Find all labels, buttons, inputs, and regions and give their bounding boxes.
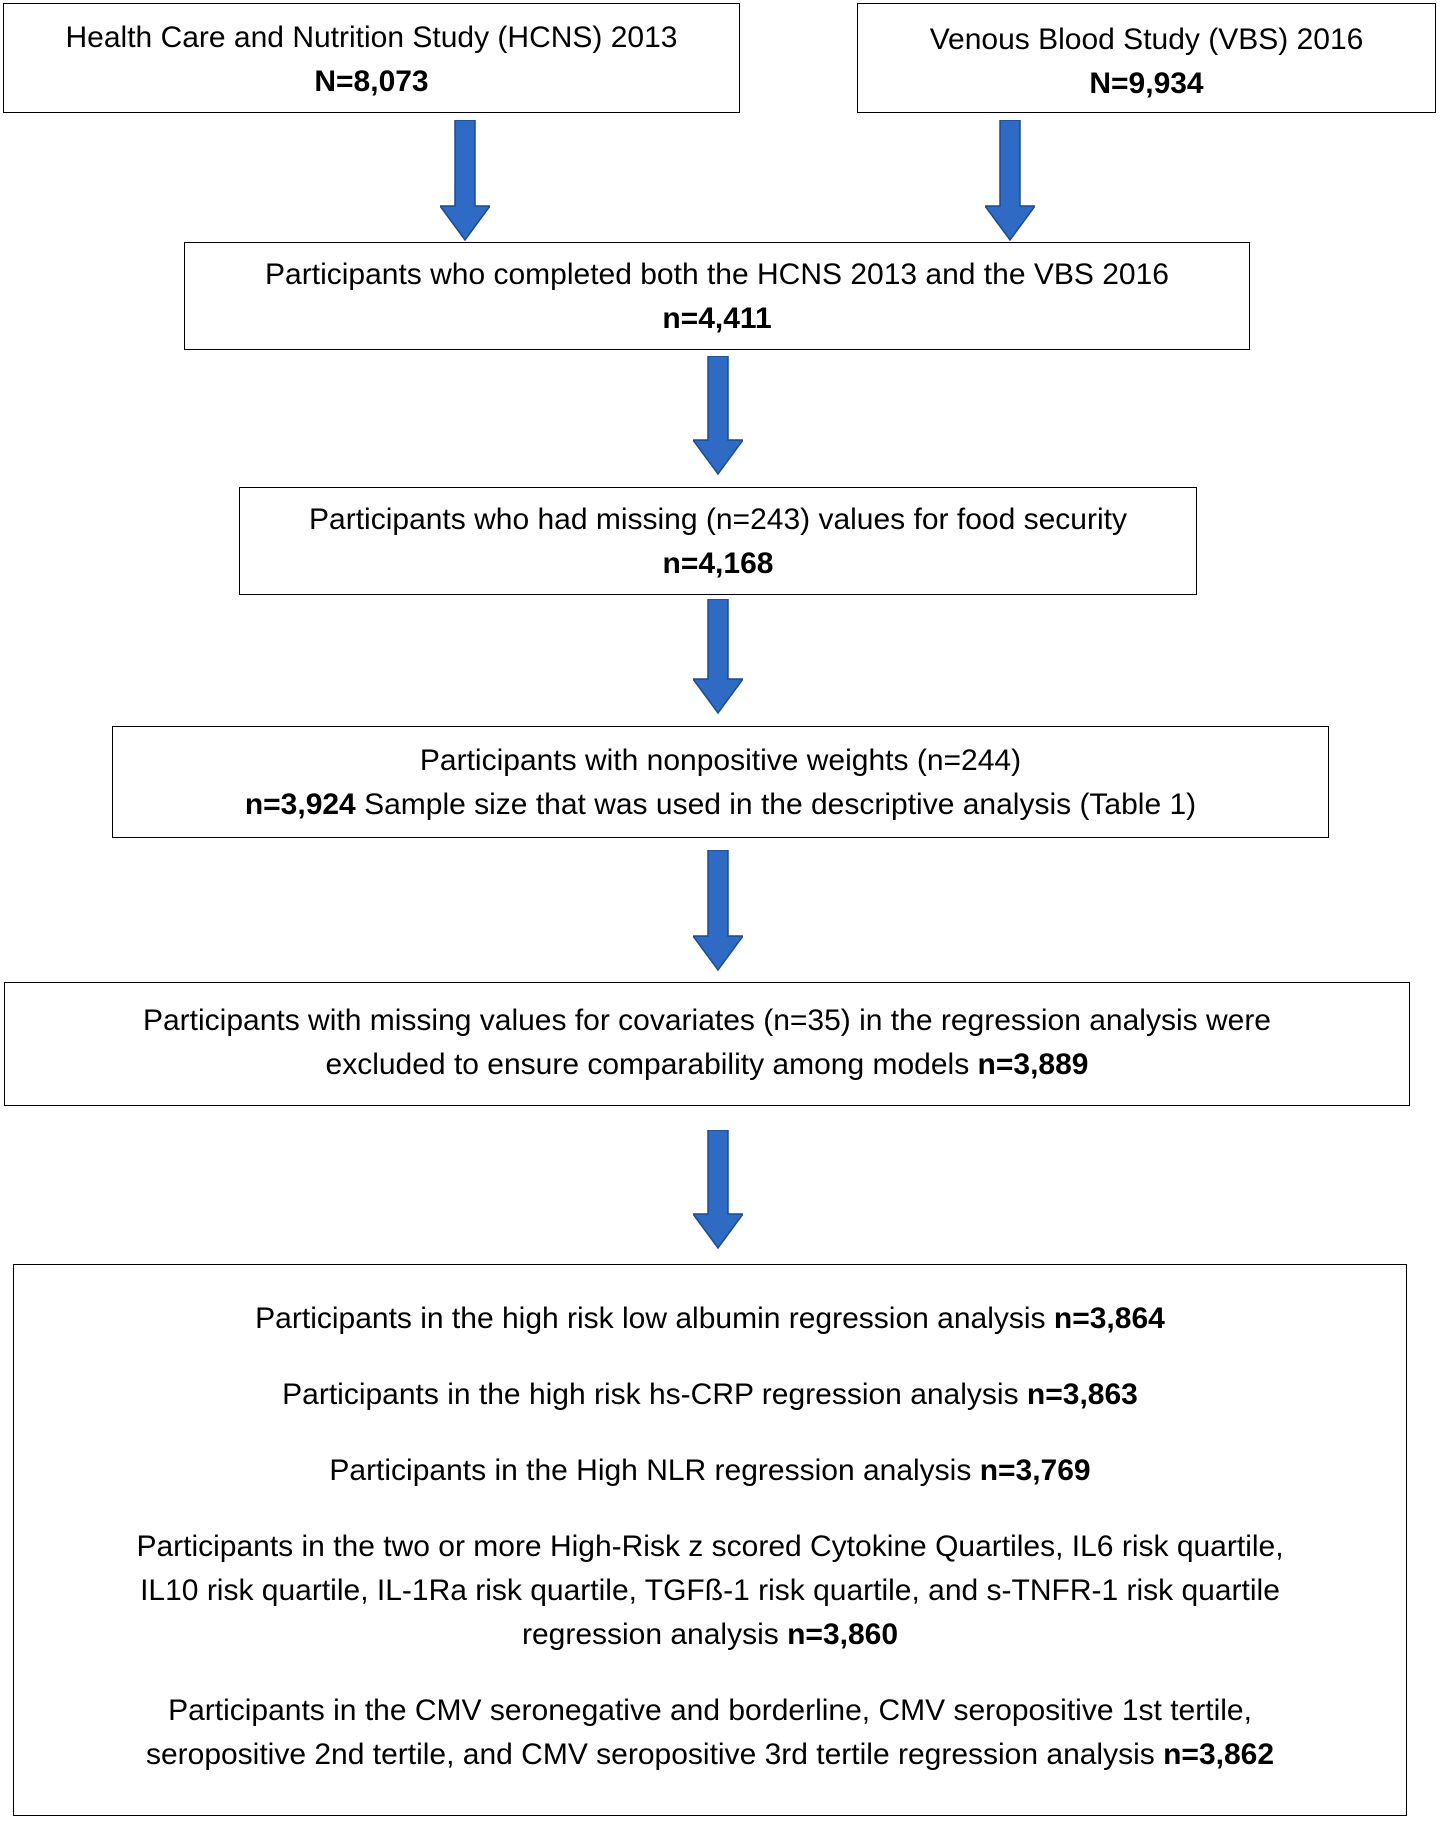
cytokine-line-1: Participants in the two or more High-Risk z scored Cytokine Quartiles, IL6 risk quartile, [136,1530,1284,1563]
cytokine-line-3-text: regression analysis [521,1618,788,1651]
hscrp-line [14,1373,1406,1417]
arrow-down-icon [693,356,743,476]
weights-line [113,783,1328,827]
covariates-line-2 [5,1043,1409,1087]
food-security-box [239,487,1197,595]
cmv-line-2-text: seropositive 2nd tertile, and CMV seropositive 3rd tertile regression analysis [145,1738,1164,1771]
hcns-box [3,3,740,113]
covariates-box [4,982,1410,1106]
vbs-count: N=9,934 [1089,67,1204,100]
hscrp-text: Participants in the high risk hs-CRP regression analysis [282,1378,1027,1411]
covariates-count: n=3,889 [977,1048,1089,1081]
arrow-down-icon [985,120,1035,242]
arrow-down-icon [693,599,743,715]
weights-suffix: Sample size that was used in the descriptive analysis (Table 1) [355,788,1197,821]
albumin-count: n=3,864 [1053,1302,1165,1335]
both-studies-count: n=4,411 [662,302,772,335]
food-security-count: n=4,168 [662,547,774,580]
cytokine-line-2: IL10 risk quartile, IL-1Ra risk quartile, TGFß-1 risk quartile, and s-TNFR-1 risk quartile [140,1574,1280,1607]
hscrp-count: n=3,863 [1026,1378,1138,1411]
weights-title: Participants with nonpositive weights (n=244) [419,744,1022,777]
weights-count: n=3,924 [244,788,356,821]
vbs-box [857,3,1436,113]
albumin-text: Participants in the high risk low albumin regression analysis [255,1302,1054,1335]
vbs-title: Venous Blood Study (VBS) 2016 [929,23,1364,56]
nlr-line [14,1449,1406,1493]
nlr-count: n=3,769 [979,1454,1091,1487]
hcns-count: N=8,073 [314,65,429,98]
both-studies-title: Participants who completed both the HCNS 2013 and the VBS 2016 [265,258,1169,291]
cytokine-count: n=3,860 [787,1618,899,1651]
arrow-down-icon [693,850,743,972]
hcns-title: Health Care and Nutrition Study (HCNS) 2013 [65,21,678,54]
albumin-line [14,1297,1406,1341]
both-studies-box [184,242,1250,350]
cmv-line-1: Participants in the CMV seronegative and borderline, CMV seropositive 1st tertile, [168,1694,1252,1727]
food-security-title: Participants who had missing (n=243) values for food security [309,503,1127,536]
arrow-down-icon [440,120,490,242]
weights-box [112,726,1329,838]
covariates-line-2-text: excluded to ensure comparability among models [325,1048,978,1081]
nlr-text: Participants in the High NLR regression analysis [329,1454,980,1487]
regression-samples-box [13,1264,1407,1816]
arrow-down-icon [693,1130,743,1250]
cmv-line-2 [14,1733,1406,1777]
cytokine-line-3 [14,1613,1406,1657]
covariates-line-1: Participants with missing values for covariates (n=35) in the regression analysis were [142,1004,1271,1037]
cmv-count: n=3,862 [1163,1738,1275,1771]
